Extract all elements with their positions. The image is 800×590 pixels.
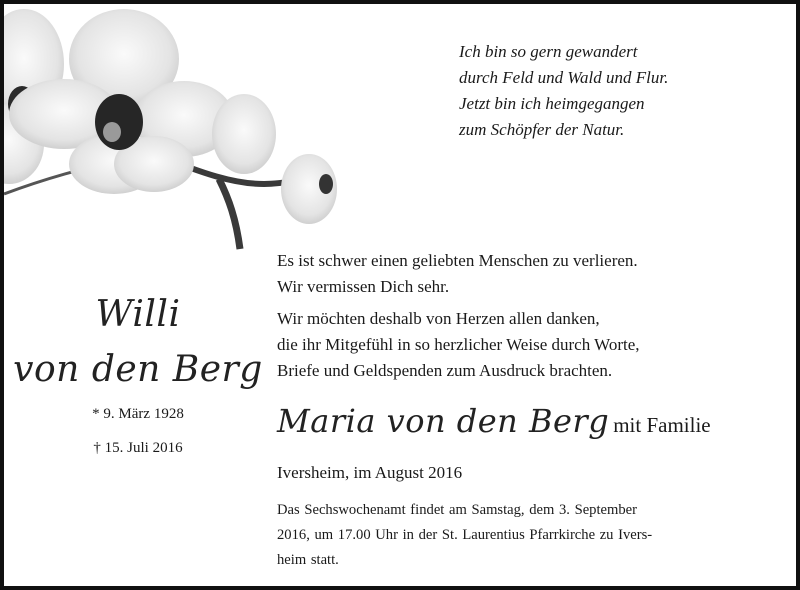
- deceased-last-name: von den Berg: [13, 349, 263, 390]
- message-line: Wir möchten deshalb von Herzen allen danken,: [277, 309, 600, 328]
- place-date: Iversheim, im August 2016: [277, 463, 463, 482]
- death-date: † 15. Juli 2016: [93, 440, 183, 456]
- signature-suffix: mit Familie: [613, 413, 711, 437]
- message-line: Briefe und Geldspenden zum Ausdruck brachten.: [277, 361, 613, 380]
- notice-line: Das Sechswochenamt findet am Samstag, dem 3. September: [277, 502, 638, 518]
- message-paragraph-1: [277, 248, 638, 300]
- poem-line: Jetzt bin ich heimgegangen: [459, 94, 645, 113]
- message-line: Wir vermissen Dich sehr.: [277, 277, 450, 296]
- service-notice: [277, 498, 787, 573]
- message-line: die ihr Mitgefühl in so herzlicher Weise durch Worte,: [277, 335, 640, 354]
- orchid-image: [4, 4, 344, 264]
- signature: [277, 402, 711, 440]
- poem-line: durch Feld und Wald und Flur.: [459, 68, 669, 87]
- birth-date: * 9. März 1928: [92, 406, 184, 422]
- notice-line: heim statt.: [277, 552, 339, 568]
- poem: [459, 39, 668, 143]
- poem-line: Ich bin so gern gewandert: [459, 42, 638, 61]
- message-line: Es ist schwer einen geliebten Menschen zu verlieren.: [277, 251, 638, 270]
- poem-line: zum Schöpfer der Natur.: [459, 120, 625, 139]
- message-paragraph-2: [277, 306, 640, 384]
- signature-name: Maria von den Berg: [277, 402, 610, 440]
- deceased-first-name: Willi: [95, 294, 181, 335]
- notice-line: 2016, um 17.00 Uhr in der St. Laurentius Pfarrkirche zu Ivers-: [277, 527, 653, 543]
